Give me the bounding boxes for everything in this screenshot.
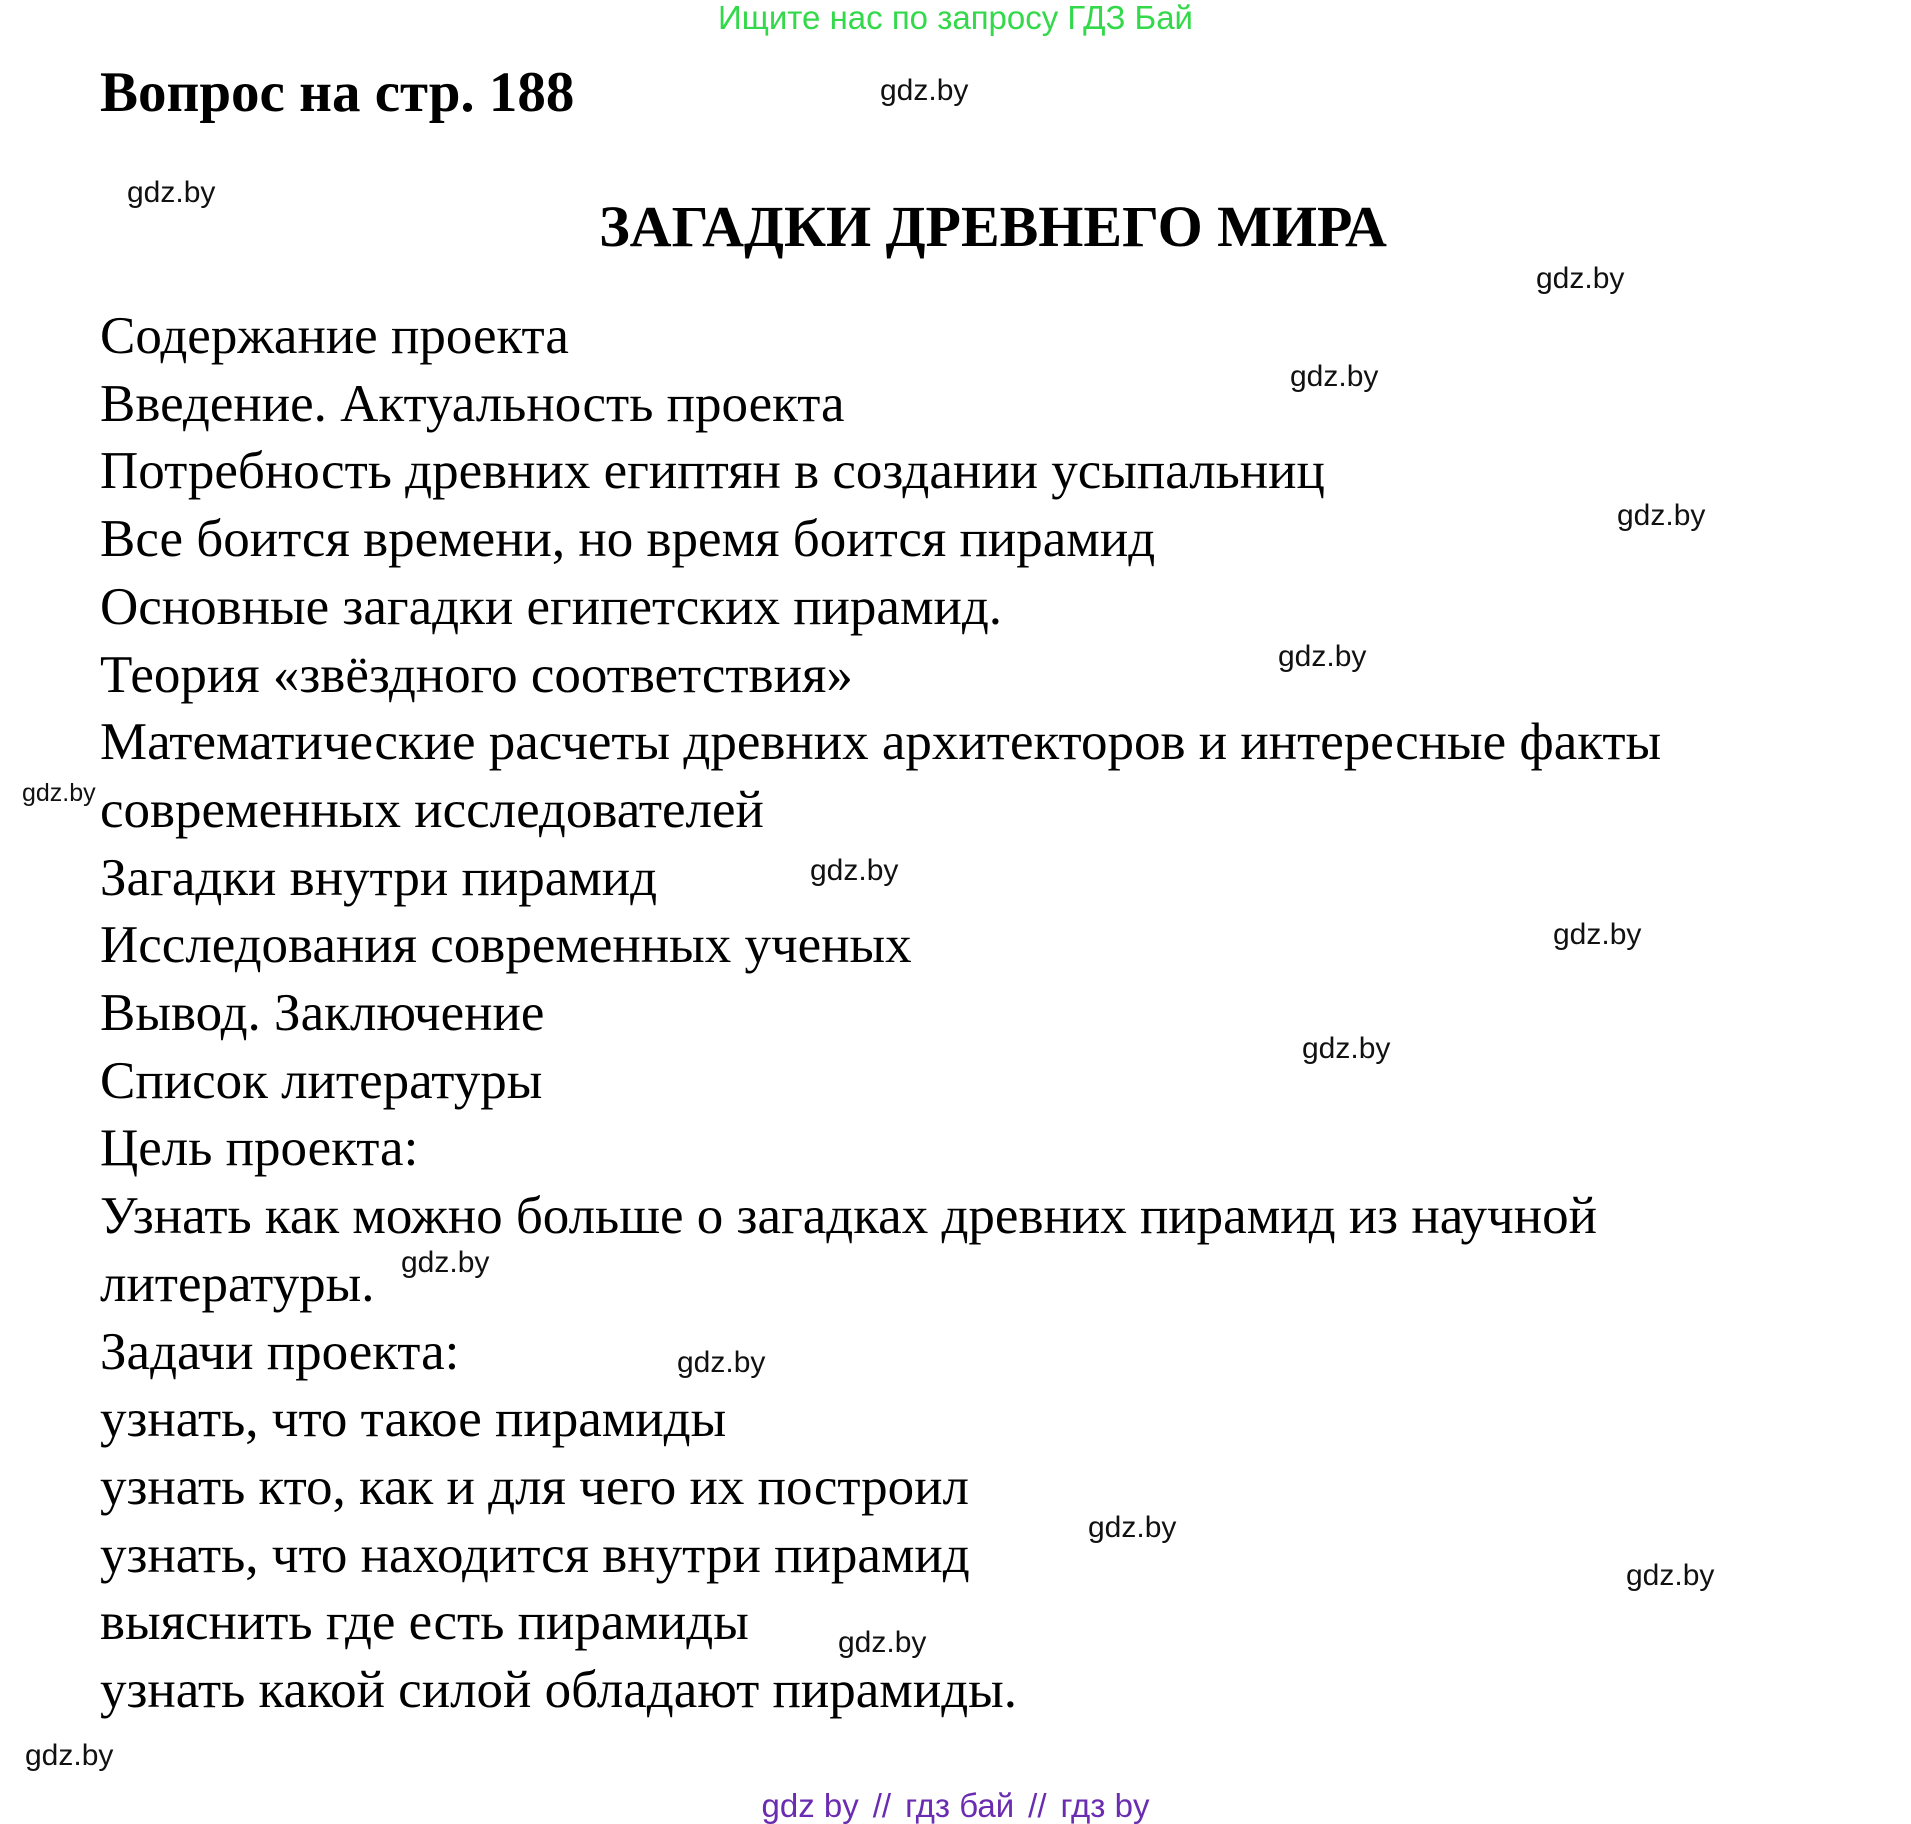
- content-line: Введение. Актуальность проекта: [100, 374, 845, 433]
- watermark: gdz.by: [22, 779, 96, 807]
- watermark: gdz.by: [127, 176, 216, 209]
- footer-link[interactable]: gdz by: [761, 1787, 859, 1824]
- document-body: [100, 303, 1661, 1725]
- content-line: современных исследователей: [100, 780, 764, 839]
- content-line: узнать какой силой обладают пирамиды.: [100, 1661, 1018, 1720]
- content-line: Исследования современных ученых: [100, 916, 912, 975]
- footer-link[interactable]: гдз бай: [905, 1787, 1015, 1824]
- watermark: gdz.by: [880, 74, 969, 107]
- watermark: gdz.by: [1088, 1511, 1177, 1544]
- content-line: выяснить где есть пирамиды: [100, 1593, 749, 1652]
- watermark: gdz.by: [1302, 1032, 1391, 1065]
- watermark: gdz.by: [677, 1346, 766, 1379]
- search-banner: Ищите нас по запросу ГДЗ Бай: [718, 0, 1193, 36]
- footer-link[interactable]: гдз by: [1060, 1787, 1150, 1824]
- content-line: литературы.: [100, 1254, 375, 1313]
- content-line: Основные загадки египетских пирамид.: [100, 577, 1003, 636]
- content-line: Теория «звёздного соответствия»: [100, 645, 853, 704]
- watermark: gdz.by: [401, 1246, 490, 1279]
- watermark: gdz.by: [25, 1739, 114, 1772]
- content-line: Содержание проекта: [100, 307, 569, 365]
- footer-separator: //: [872, 1787, 892, 1824]
- footer-separator: //: [1028, 1787, 1047, 1824]
- content-line: Цель проекта:: [100, 1119, 419, 1178]
- content-line: Список литературы: [100, 1051, 543, 1110]
- content-line: Математические расчеты древних архитекторов и интересные факты: [100, 713, 1662, 772]
- watermark: gdz.by: [1290, 360, 1379, 393]
- content-line: Все боится времени, но время боится пирамид: [100, 510, 1156, 569]
- content-line: Узнать как можно больше о загадках древних пирамид из научной: [100, 1187, 1597, 1246]
- content-line: Задачи проекта:: [100, 1322, 460, 1381]
- watermark: gdz.by: [1553, 918, 1642, 951]
- footer: [0, 1788, 1911, 1824]
- watermark: gdz.by: [1536, 262, 1625, 295]
- watermark: gdz.by: [1617, 499, 1706, 532]
- content-line: узнать, что такое пирамиды: [100, 1390, 727, 1449]
- watermark: gdz.by: [1626, 1559, 1715, 1592]
- document-title: ЗАГАДКИ ДРЕВНЕГО МИРА: [599, 194, 1387, 259]
- watermark: gdz.by: [1278, 640, 1367, 673]
- question-title: Вопрос на стр. 188: [100, 61, 575, 124]
- content-line: узнать кто, как и для чего их построил: [100, 1457, 969, 1516]
- content-line: узнать, что находится внутри пирамид: [100, 1525, 970, 1584]
- watermark: gdz.by: [838, 1626, 927, 1659]
- content-line: Вывод. Заключение: [100, 984, 545, 1043]
- content-line: Загадки внутри пирамид: [100, 848, 658, 907]
- watermark: gdz.by: [810, 854, 899, 887]
- content-line: Потребность древних египтян в создании усыпальниц: [100, 442, 1325, 501]
